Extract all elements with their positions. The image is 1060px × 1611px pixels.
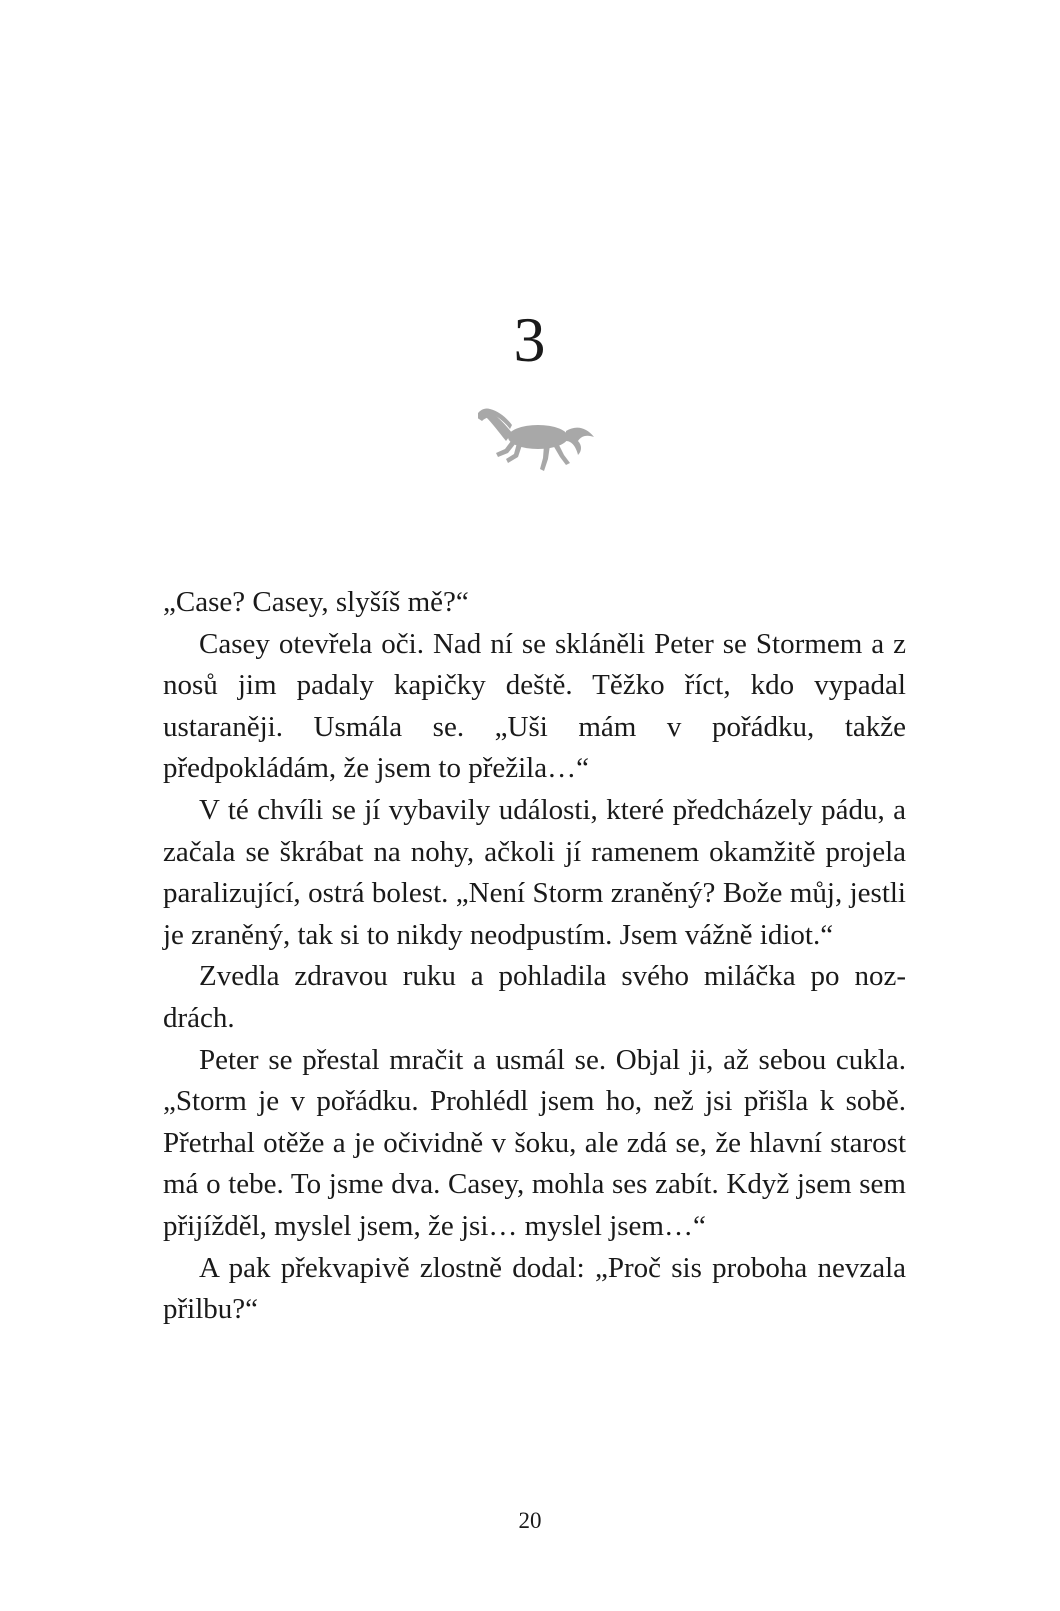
paragraph: V té chvíli se jí vybavily události, které předcházely pádu, a začala se škrábat na nohy, ačkoli jí ramenem okamžitě projela paralizující, ostrá bolest. „Není Storm zraněný? Bože můj, jestli je zraněný, tak si to nikdy neodpustím. Jsem vážně idiot.“ — [163, 793, 906, 951]
paragraph: Casey otevřela oči. Nad ní se skláněli Peter se Stormem a z nosů jim padaly kapičky deště. Těžko říct, kdo vypadal ustaraněji. Usmála se. „Uši mám v pořádku, takže předpokládám, že jsem to přežila…“ — [163, 627, 906, 785]
chapter-text — [163, 582, 906, 1331]
paragraph: „Case? Casey, slyšíš mě?“ — [163, 586, 469, 618]
galloping-horse-icon — [478, 403, 598, 483]
paragraph: Peter se přestal mračit a usmál se. Objal ji, až sebou cukla. „Storm je v pořádku. Prohlédl jsem ho, než jsi přišla k sobě. Přetrhal otěže a je očividně v šoku, ale zdá se, že hlavní starost má o tebe. To jsme dva. Casey, mohla ses zabít. Když jsem sem přijížděl, myslel jsem, že jsi… myslel jsem…“ — [163, 1043, 906, 1242]
paragraph: Zvedla zdravou ruku a pohladila svého miláčka po nozdrách. — [163, 960, 906, 1034]
chapter-number: 3 — [513, 304, 547, 375]
page-number: 20 — [518, 1508, 542, 1533]
paragraph: A pak překvapivě zlostně dodal: „Proč sis proboha nevzala přilbu?“ — [163, 1251, 906, 1326]
